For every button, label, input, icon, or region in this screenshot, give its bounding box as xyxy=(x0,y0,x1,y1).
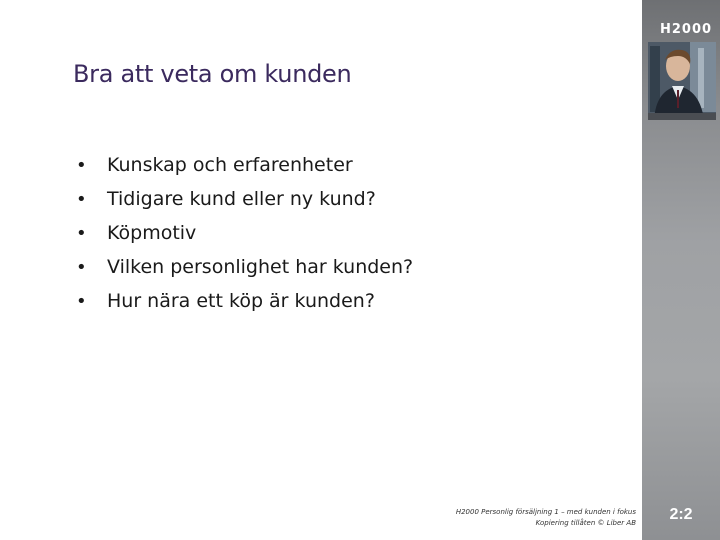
list-item xyxy=(76,256,413,290)
bullet-text: Hur nära ett köp är kunden? xyxy=(107,290,375,312)
photo-caption-bar xyxy=(648,113,716,120)
person-photo-icon xyxy=(648,42,716,120)
bullet-icon: • xyxy=(76,257,87,278)
bullet-list xyxy=(76,154,413,324)
list-item xyxy=(76,188,413,222)
list-item xyxy=(76,290,413,324)
bullet-text: Kunskap och erfarenheter xyxy=(107,154,353,176)
bullet-text: Köpmotiv xyxy=(107,222,197,244)
bullet-icon: • xyxy=(76,291,87,312)
list-item xyxy=(76,154,413,188)
footer-line: Kopiering tillåten © Liber AB xyxy=(535,519,636,527)
bullet-text: Tidigare kund eller ny kund? xyxy=(107,188,376,210)
footer-text xyxy=(456,507,636,529)
list-item xyxy=(76,222,413,256)
bullet-icon: • xyxy=(76,189,87,210)
bullet-icon: • xyxy=(76,223,87,244)
header-photo xyxy=(648,42,716,120)
brand-logo: H2000 xyxy=(660,22,713,37)
bullet-text: Vilken personlighet har kunden? xyxy=(107,256,414,278)
footer-line: H2000 Personlig försäljning 1 – med kunden i fokus xyxy=(455,508,636,516)
page-number: 2:2 xyxy=(669,506,693,523)
slide-title: Bra att veta om kunden xyxy=(73,60,352,88)
bullet-icon: • xyxy=(76,155,87,176)
